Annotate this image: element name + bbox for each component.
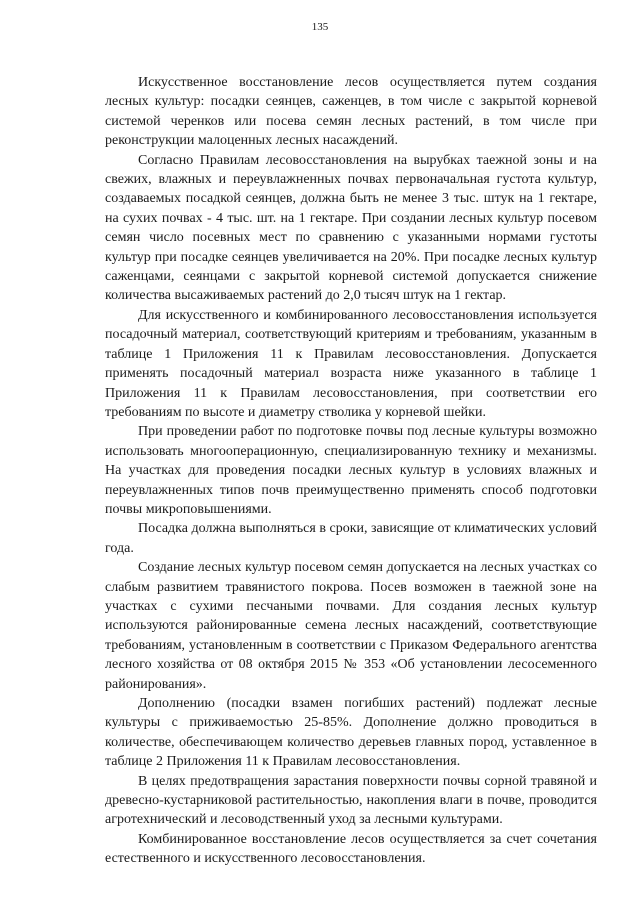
paragraph-2: Согласно Правилам лесовосстановления на вырубках таежной зоны и на свежих, влажных и переувлажненных почвах первоначальная густота культур, создаваемых посадкой сеянцев, должна быть не менее 3 тыс. штук на 1 гектаре, на сухих почвах - 4 тыс. шт. на 1 гектаре. При создании лесных культур посевом семян число посевных мест по сравнению с указанными нормами густоты культур при посадке сеянцев увеличивается на 20%. При посадке лесных культур саженцами, сеянцами с закрытой корневой системой допускается снижение количества высаживаемых растений до 2,0 тысяч штук на 1 гектар. bbox=[105, 152, 597, 304]
paragraph-1: Искусственное восстановление лесов осуществляется путем создания лесных культур: посадки сеянцев, саженцев, в том числе с закрытой корневой системой черенков или посева семян лесных растений, в том числе при реконструкции малоценных лесных насаждений. bbox=[105, 75, 597, 149]
paragraph-8: В целях предотвращения зарастания поверхности почвы сорной травяной и древесно-кустарниковой растительностью, накопления влаги в почве, проводится агротехнический и лесоводственный уход за лесными культурами. bbox=[105, 773, 597, 828]
document-body bbox=[105, 73, 597, 869]
paragraph-6: Создание лесных культур посевом семян допускается на лесных участках со слабым развитием травянистого покрова. Посев возможен в таежной зоне на участках с сухими песчаными почвами. Для создания лесных культур используются районированные семена лесных насаждений, соответствующие требованиям, установленным в соответствии с Приказом Федерального агентства лесного хозяйства от 08 октября 2015 № 353 «Об установлении лесосеменного районирования». bbox=[105, 560, 597, 692]
paragraph-5: Посадка должна выполняться в сроки, зависящие от климатических условий года. bbox=[105, 521, 597, 556]
paragraph-4: При проведении работ по подготовке почвы под лесные культуры возможно использовать многооперационную, специализированную технику и механизмы. На участках для проведения посадки лесных культур в условиях влажных и переувлажненных типов почв преимущественно применять способ подготовки почвы микроповышениями. bbox=[105, 424, 597, 517]
page-number: 135 bbox=[311, 21, 329, 33]
paragraph-3: Для искусственного и комбинированного лесовосстановления используется посадочный материал, соответствующий критериям и требованиям, указанным в таблице 1 Приложения 11 к Правилам лесовосстановления. Допускается применять посадочный материал возраста ниже указанного в таблице 1 Приложения 11 к Правилам лесовосстановления, при соответствии его требованиям по высоте и диаметру стволика у корневой шейки. bbox=[105, 307, 597, 420]
paragraph-9: Комбинированное восстановление лесов осуществляется за счет сочетания естественного и искусственного лесовосстановления. bbox=[105, 831, 597, 867]
paragraph-7: Дополнению (посадки взамен погибших растений) подлежат лесные культуры с приживаемостью 25-85%. Дополнение должно проводиться в количестве, обеспечивающем количество деревьев главных пород, уставленное в таблице 2 Приложения 11 к Правилам лесовосстановления. bbox=[105, 696, 597, 770]
